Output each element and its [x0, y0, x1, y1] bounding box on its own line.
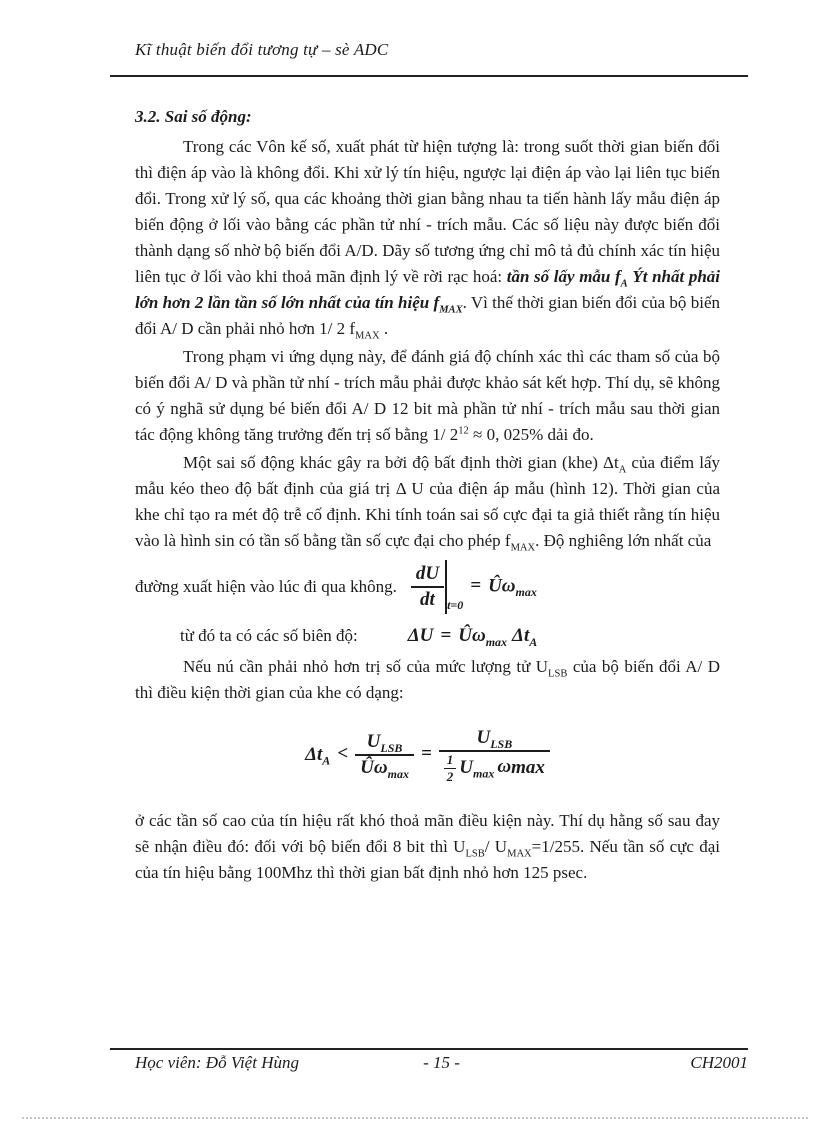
paragraph-example: ở các tần số cao của tín hiệu rất khó thoả mãn điều kiện này. Thí dụ hằng số sau đay sẽ nhận điều đó: đối với bộ biến đổi 8 bit thì $U_{LSB}/$ $U_{MAX}=1/255$. Nếu tần số cực đại của tín hiệu bằng 100Mhz thì thời gian bất định nhỏ hơn 125 psec.: [135, 811, 721, 882]
formula-amplitude-line: [135, 618, 720, 654]
formula-aperture-condition-line: [135, 710, 720, 800]
derivative-fraction: $\frac{dU}{dt}$: [411, 562, 444, 612]
formula-aperture-condition: $\Delta t_A$ < $\frac{U_{LSB}}{Û\omega_{max}}$ = $U_{LSB}$ $\frac{1}{2}$ $U_{max}$ ωmax: [305, 726, 550, 785]
header-title: Kĩ thuật biến đổi tương tự – sè ADC: [135, 40, 389, 59]
evaluation-bar: t=0: [445, 560, 463, 614]
fraction-ulsb-over-uomega: $\frac{U_{LSB}}{Û\omega_{max}}$: [355, 730, 414, 780]
footer-rule: [110, 1048, 748, 1050]
footer-course-code: CH2001: [690, 1053, 748, 1072]
paragraph-aperture-error: Một sai số động khác gây ra bởi độ bất định thời gian (khe) $\Delta t_A$ của điểm lấy mẫu kéo theo độ bất định của giá trị Δ U của điện áp mẫu (hình 12). Thời gian của khe chỉ tạo ra mét độ trễ cố định. Khi tính toán sai số cực đại ta giả thiết rằng tín hiệu vào là hình sin có tần số bằng tần số cực đại cho phép $f_{MAX}$. Độ nghiêng lớn nhất của: [135, 453, 720, 554]
footer-author: Học viên: Đỗ Việt Hùng: [135, 1053, 299, 1072]
one-half-fraction: $\frac{1}{2}$: [444, 752, 457, 785]
fraction-ulsb-over-halfumax: $U_{LSB}$ $\frac{1}{2}$ $U_{max}$ ωmax: [439, 726, 550, 785]
page-footer: [135, 1053, 748, 1073]
formula-slope-lead: đường xuất hiện vào lúc đi qua không.: [135, 577, 397, 596]
paragraph-sampling-theory: Trong các Vôn kế số, xuất phát từ hiện tượng là: trong suốt thời gian biến đổi thì điện áp vào là không đổi. Khi xử lý tín hiệu, ngược lại điện áp vào lại liên tục biến đổi. Trong xử lý số, qua các khoảng thời gian bằng nhau ta tiến hành lấy mẫu điện áp biến động ở lối vào bằng các phần tử nhí - trích mẫu. Các số liệu này được biến đổi thành dạng số nhờ bộ biến đổi A/D. Dãy số tương ứng chỉ mô tả đủ chính xác tín hiệu liên tục ở lối vào khi thoả mãn định lý về rời rạc hoá: tần số lấy mẫu $f_A$ Ýt nhất phải lớn hơn 2 lần tần số lớn nhất của tín hiệu $f_{MAX}$. Vì thế thời gian biến đổi của bộ biến đổi A/ D cần phải nhỏ hơn 1/ 2 $f_{MAX}$ .: [135, 137, 721, 342]
paragraph-accuracy: Trong phạm vi ứng dụng này, để đánh giá độ chính xác thì các tham số của bộ biến đổi A/ D và phần tử nhí - trích mẫu phải được khảo sát kết hợp. Thí dụ, sẽ không có ý nghã sử dụng bé biến đổi A/ D 12 bit mà phần tử nhí - trích mẫu sau thời gian tác động không tăng trưởng đến trị số bằng 1/ $2^{12} \approx 0$, 025% dải đo.: [135, 347, 720, 444]
formula-amplitude-lead: từ đó ta có các số biên độ:: [180, 626, 358, 645]
paragraph-quantum-condition: Nếu nú cần phải nhỏ hơn trị số của mức lượng tử $U_{LSB}$ của bộ biến đổi A/ D thì điều kiện thời gian của khe có dạng:: [135, 657, 721, 702]
formula-amplitude: $\Delta U = Û\omega_{max}$ $\Delta t_A$: [407, 625, 538, 649]
bottom-dotted-rule: [22, 1117, 808, 1119]
formula-slope-line: [135, 558, 720, 616]
footer-page-number: - 15 -: [423, 1053, 460, 1072]
header-rule: [110, 75, 748, 77]
formula-slope: $\frac{dU}{dt}$ t=0 = $Û\omega_{max}$: [411, 560, 537, 614]
section-heading: 3.2. Sai số động:: [135, 107, 252, 126]
document-body: [135, 104, 720, 886]
